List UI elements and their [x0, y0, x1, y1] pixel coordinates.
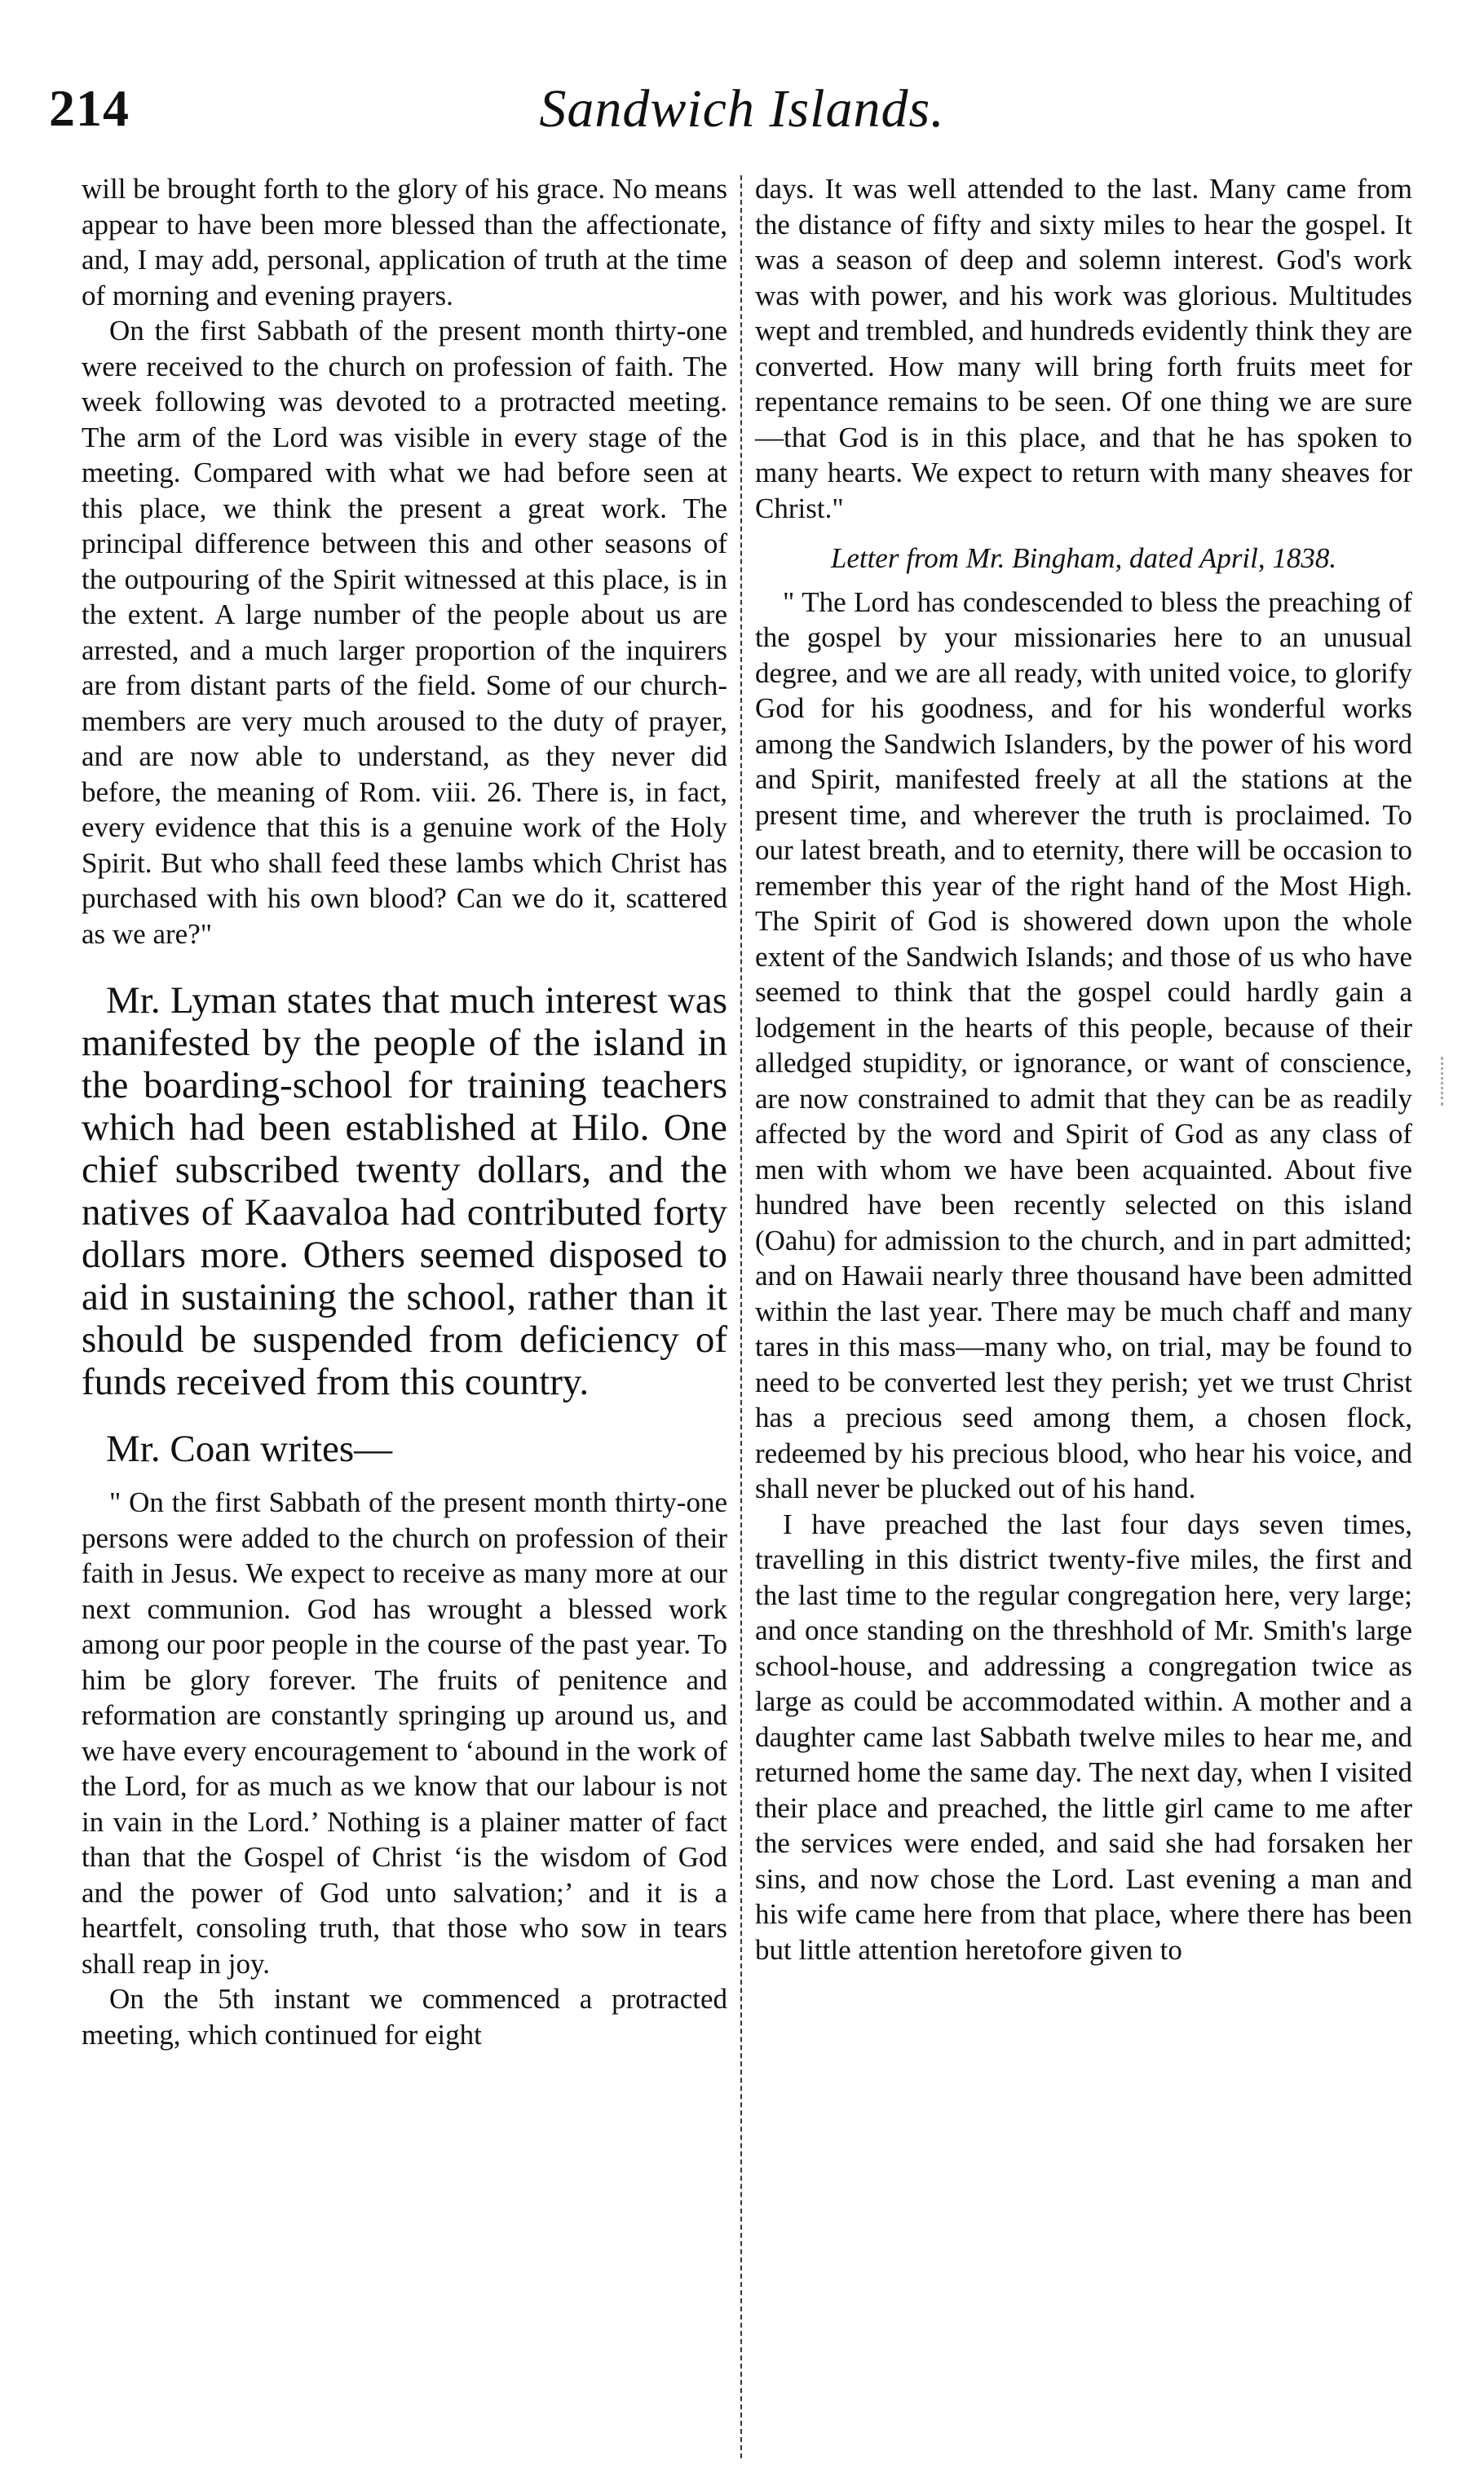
paragraph: will be brought forth to the glory of his grace. No means appear to have been more blessed than the affectionate, and, I may add, personal, application of truth at the time of morning and evening prayers. [82, 173, 727, 311]
left-column [82, 171, 727, 2052]
paragraph: " On the first Sabbath of the present month thirty-one persons were added to the church on profession of their faith in Jesus. We expect to receive as many more at our next communion. God has wrought a blessed work among our poor people in the course of the past year. To him be glory forever. The fruits of penitence and reformation are constantly springing up around us, and we have every encouragement to ‘abound in the work of the Lord, for as much as we know that our labour is not in vain in the Lord.’ Nothing is a plainer matter of fact than that the Gospel of Christ ‘is the wisdom of God and the power of God unto salvation;’ and it is a heartfelt, consoling truth, that those who sow in tears shall reap in joy. [82, 1486, 727, 1980]
coan-heading: Mr. Coan writes— [106, 1428, 393, 1470]
page-number: 214 [49, 79, 130, 137]
column-divider [740, 175, 742, 2458]
right-column [755, 171, 1412, 1967]
lyman-paragraph: Mr. Lyman states that much interest was manifested by the people of the island in the boarding-school for training teachers which had been established at Hilo. One chief subscribed twenty dollars, and the natives of Kaavaloa had contributed forty dollars more. Others seemed disposed to aid in sustaining the school, rather than it should be suspended from deficiency of funds received from this country. [82, 979, 727, 1403]
letter-heading: Letter from Mr. Bingham, dated April, 1838. [830, 542, 1337, 574]
margin-mark [1441, 1057, 1446, 1106]
paragraph: On the first Sabbath of the present month thirty-one were received to the church on profession of faith. The week following was devoted to a protracted meeting. The arm of the Lord was visible in every stage of the meeting. Compared with what we had before seen at this place, we think the present a great work. The principal difference between this and other seasons of the outpouring of the Spirit witnessed at this place, is in the extent. A large number of the people about us are arrested, and a much larger proportion of the inquirers are from distant parts of the field. Some of our church-members are very much aroused to the duty of prayer, and are now able to understand, as they never did before, the meaning of Rom. viii. 26. There is, in fact, every evidence that this is a genuine work of the Holy Spirit. But who shall feed these lambs which Christ has purchased with his own blood? Can we do it, scattered as we are?" [82, 315, 727, 950]
paragraph: days. It was well attended to the last. Many came from the distance of fifty and sixty miles to hear the gospel. It was a season of deep and solemn interest. God's work was with power, and his work was glorious. Multitudes wept and trembled, and hundreds evidently think they are converted. How many will bring forth fruits meet for repentance remains to be seen. Of one thing we are sure—that God is in this place, and that he has spoken to many hearts. We expect to return with many sheaves for Christ." [755, 173, 1412, 524]
paragraph: On the 5th instant we commenced a protracted meeting, which continued for eight [82, 1983, 727, 2051]
paragraph: " The Lord has condescended to bless the preaching of the gospel by your missionaries here to an unusual degree, and we are all ready, with united voice, to glorify God for his goodness, and for his wonderful works among the Sandwich Islanders, by the power of his word and Spirit, manifested freely at all the stations at the present time, and wherever the truth is proclaimed. To our latest breath, and to eternity, there will be occasion to remember this year of the right hand of the Most High. The Spirit of God is showered down upon the whole extent of the Sandwich Islands; and those of us who have seemed to think that the gospel could hardly gain a lodgement in the hearts of this people, because of their alledged stupidity, or ignorance, or want of conscience, are now constrained to admit that they can be as readily affected by the word and Spirit of God as any class of men with whom we have been acquainted. About five hundred have been recently selected on this island (Oahu) for admission to the church, and in part admitted; and on Hawaii nearly three thousand have been admitted within the last year. There may be much chaff and many tares in this mass—many who, on trial, may be found to need to be converted lest they perish; yet we trust Christ has a precious seed among them, a chosen flock, redeemed by his precious blood, who hear his voice, and shall never be plucked out of his hand. [755, 585, 1412, 1504]
running-title: Sandwich Islands. [539, 79, 945, 139]
page-header [49, 78, 1435, 152]
paragraph: I have preached the last four days seven times, travelling in this district twenty-five miles, the first and the last time to the regular congregation here, very large; and once standing on the threshhold of Mr. Smith's large school-house, and addressing a congregation twice as large as could be accommodated within. A mother and a daughter came last Sabbath twelve miles to hear me, and returned home the same day. The next day, when I visited their place and preached, the little girl came to me after the services were ended, and said she had forsaken her sins, and now chose the Lord. Last evening a man and his wife came here from that place, where there has been but little attention heretofore given to [755, 1508, 1412, 1966]
